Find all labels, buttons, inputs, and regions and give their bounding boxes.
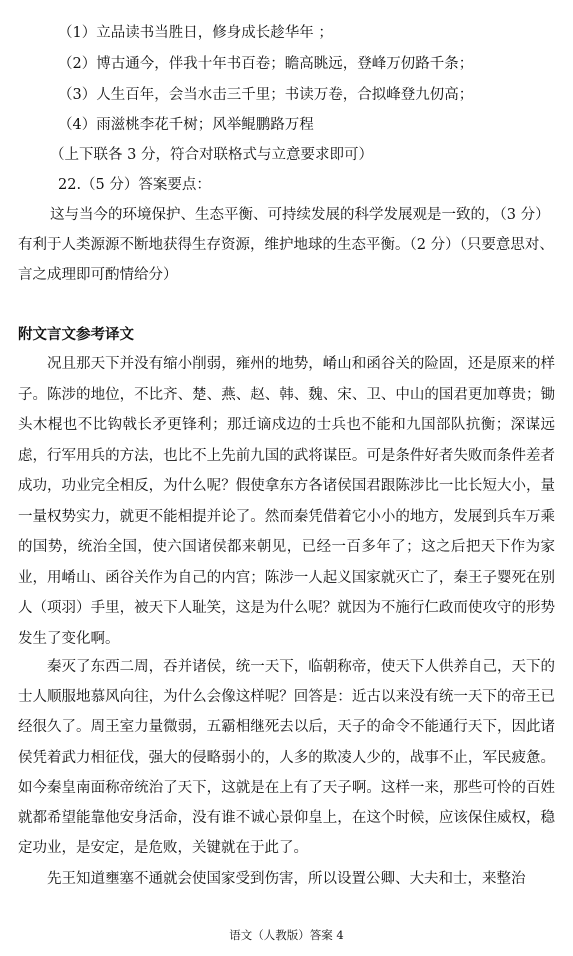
- page-footer: 语文（人教版）答案 4: [229, 928, 344, 942]
- couplet-1: （1）立品读书当胜日，修身成长趁华年 ；: [58, 25, 333, 41]
- question-22-line-3: 言之成理即可酌情给分）: [18, 267, 178, 283]
- translation-heading: 附文言文参考译文: [18, 327, 134, 343]
- couplet-scoring-note: （上下联各 3 分，符合对联格式与立意要求即可）: [50, 147, 373, 163]
- question-22-line-1: 这与当今的环境保护、生态平衡、可持续发展的科学发展观是一致的，（3 分）: [50, 207, 550, 223]
- question-22-line-2: 有利于人类源源不断地获得生存资源，维护地球的生态平衡。（2 分）（只要意思对、: [18, 237, 554, 253]
- couplet-2: （2）博古通今，伴我十年书百卷；瞻高眺远，登峰万仞路千条；: [58, 56, 474, 72]
- translation-paragraph-2: 秦灭了东西二周，吞并诸侯，统一天下，临朝称帝，使天下人供养自己，天下的士人顺服地慕风向往，为什么会像这样呢？回答是：近古以来没有统一天下的帝王已经很久了。周王室力量微弱，五霸相继死去以后，天子的命令不能通行天下，因此诸侯凭着武力相征伐，强大的侵略弱小的，人多的欺凌人少的，战事不止，军民疲惫。如今秦皇南面称帝统治了天下，这就是在上有了天子啊。这样一来，那些可怜的百姓就都希望能靠他安身活命，没有谁不诚心景仰皇上，在这个时候，应该保住威权，稳定功业，是安定，是危败，关键就在于此了。: [18, 659, 555, 857]
- couplet-4: （4）雨滋桃李花千树；风举鲲鹏路万程: [58, 117, 314, 133]
- couplet-3: （3）人生百年，会当水击三千里；书读万卷，合拟峰登九仞高；: [58, 87, 474, 103]
- question-22-title: 22.（5 分）答案要点：: [58, 177, 211, 193]
- translation-paragraph-1: 况且那天下并没有缩小削弱，雍州的地势，崤山和函谷关的险固，还是原来的样子。陈涉的地位，不比齐、楚、燕、赵、韩、魏、宋、卫、中山的国君更加尊贵；锄头木棍也不比钩戟长矛更锋利；那迁谪戍边的士兵也不能和九国部队抗衡；深谋远虑，行军用兵的方法，也比不上先前九国的武将谋臣。可是条件好者失败而条件差者成功，功业完全相反，为什么呢？假使拿东方各诸侯国君跟陈涉比一比长短大小，量一量权势实力，就更不能相提并论了。然而秦凭借着它小小的地方，发展到兵车万乘的国势，统治全国，使六国诸侯都来朝见，已经一百多年了；这之后把天下作为家业，用崤山、函谷关作为自己的内宫；陈涉一人起义国家就灭亡了，秦王子婴死在别人（项羽）手里，被天下人耻笑，这是为什么呢？就因为不施行仁政而使攻守的形势发生了变化啊。: [18, 356, 555, 647]
- translation-paragraph-3: 先王知道壅塞不通就会使国家受到伤害，所以设置公卿、大夫和士，来整治: [18, 871, 526, 887]
